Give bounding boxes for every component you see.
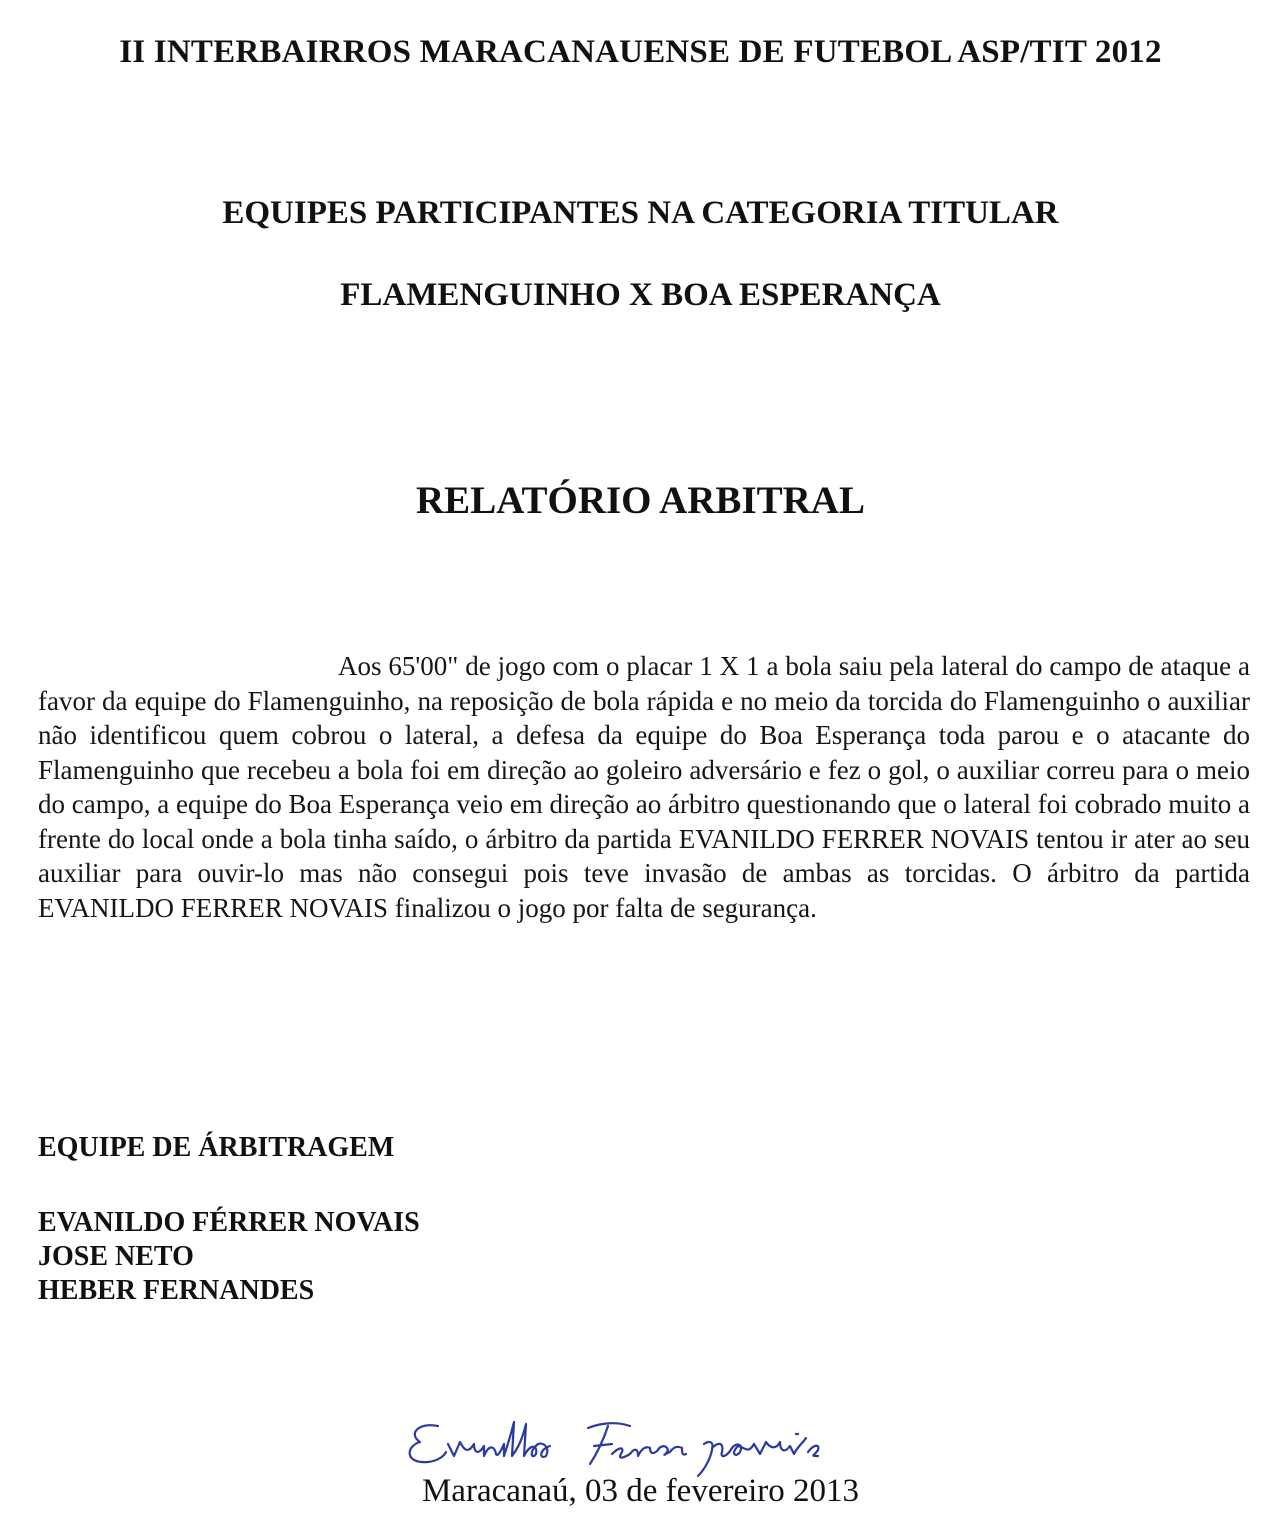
report-body: Aos 65'00" de jogo com o placar 1 X 1 a bola saiu pela lateral do campo de ataque a favor da equipe do Flamenguinho, na reposição de bola rápida e no meio da torcida do Flamenguinho o auxiliar não identificou quem cobrou o lateral, a defesa da equipe do Boa Esperança toda parou e o atacante do Flamenguinho que recebeu a bola foi em direção ao goleiro adversário e fez o gol, o auxiliar correu para o meio do campo, a equipe do Boa Esperança veio em direção ao árbitro questionando que o lateral foi cobrado muito a frente do local onde a bola tinha saído, o árbitro da partida EVANILDO FERRER NOVAIS tentou ir ater ao seu auxiliar para ouvir-lo mas não consegui pois teve invasão de ambas as torcidas. O árbitro da partida EVANILDO FERRER NOVAIS finalizou o jogo por falta de segurança. — [38, 651, 1250, 923]
referee-name: HEBER FERNANDES — [38, 1275, 315, 1306]
refereeing-team-heading: EQUIPE DE ÁRBITRAGEM — [38, 1132, 395, 1163]
report-title: RELATÓRIO ARBITRAL — [416, 479, 865, 522]
handwritten-signature — [398, 1404, 958, 1484]
place-and-date: Maracanaú, 03 de fevereiro 2013 — [421, 1473, 860, 1509]
referee-list — [38, 1206, 420, 1308]
category-heading: EQUIPES PARTICIPANTES NA CATEGORIA TITULAR — [222, 195, 1059, 231]
referee-name: EVANILDO FÉRRER NOVAIS — [38, 1207, 420, 1238]
signature-strokes — [410, 1422, 819, 1476]
referee-name: JOSE NETO — [38, 1241, 194, 1272]
match-title: FLAMENGUINHO X BOA ESPERANÇA — [340, 277, 941, 313]
tournament-title: II INTERBAIRROS MARACANAUENSE DE FUTEBOL ASP/TIT 2012 — [119, 34, 1162, 70]
